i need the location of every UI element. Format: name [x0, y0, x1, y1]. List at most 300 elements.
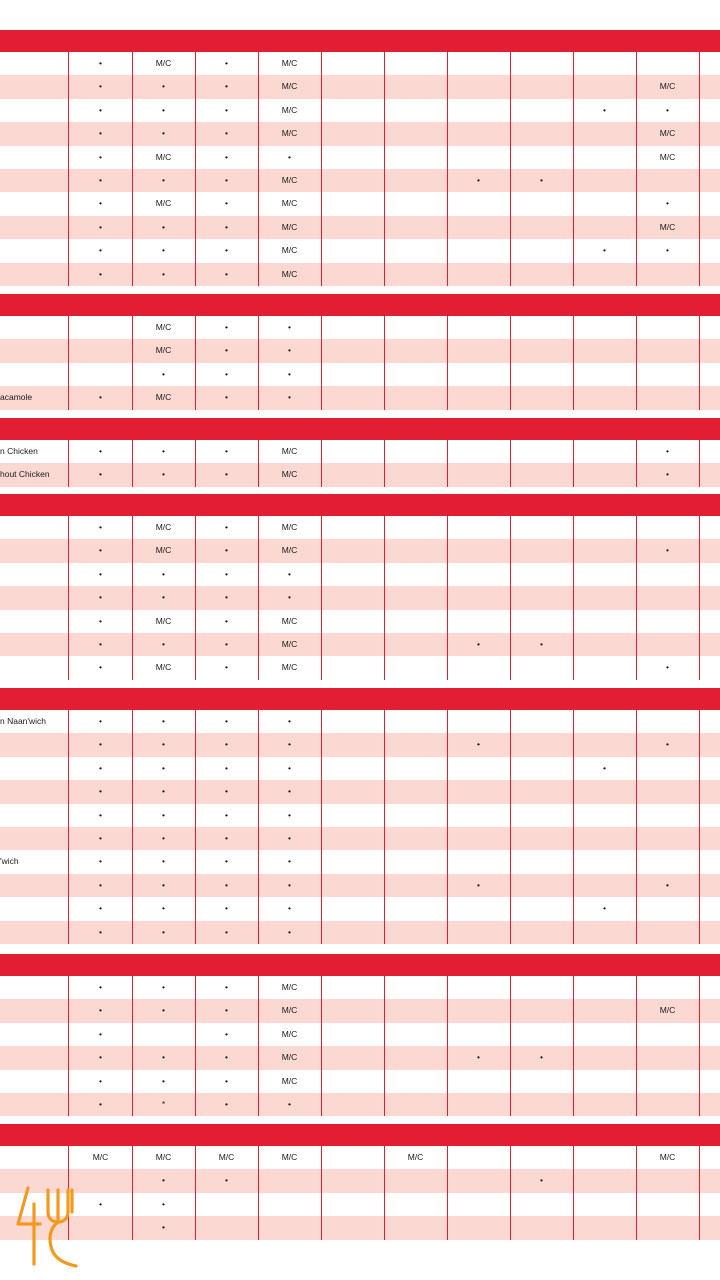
allergen-cell: •: [225, 368, 228, 379]
allergen-cell: [573, 386, 636, 409]
allergen-cell: [510, 1093, 573, 1116]
column-divider: [447, 316, 448, 410]
table-row: [0, 563, 720, 586]
allergen-cell: •: [225, 786, 228, 797]
allergen-cell: [510, 733, 573, 756]
allergen-cell: [681, 316, 720, 339]
allergen-cell: •: [225, 81, 228, 92]
allergen-cell: [384, 440, 447, 463]
allergen-cell: M/C: [155, 198, 172, 209]
allergen-cell: M/C: [281, 639, 298, 649]
allergen-cell: [321, 122, 384, 145]
allergen-cell: [384, 733, 447, 756]
allergen-cell: [573, 1046, 636, 1069]
allergen-cell: [132, 1023, 195, 1046]
allergen-cell: •: [225, 522, 228, 532]
item-name: [0, 99, 68, 122]
allergen-cell: •: [99, 1198, 102, 1209]
item-name: [0, 239, 68, 262]
allergen-cell: [447, 263, 510, 286]
allergen-cell: [321, 1169, 384, 1192]
allergen-cell: [321, 75, 384, 98]
allergen-cell: [321, 733, 384, 756]
allergen-cell: [384, 169, 447, 192]
allergen-cell: [681, 656, 720, 679]
allergen-cell: •: [162, 879, 165, 890]
allergen-cell: •: [225, 903, 228, 914]
table-row: [0, 75, 720, 98]
allergen-cell: •: [666, 879, 669, 890]
allergen-cell: •: [603, 762, 606, 773]
allergen-cell: [321, 263, 384, 286]
allergen-cell: M/C: [281, 446, 298, 456]
allergen-cell: [510, 976, 573, 999]
allergen-cell: [573, 463, 636, 486]
allergen-cell: [573, 1216, 636, 1239]
allergen-cell: •: [225, 1075, 228, 1086]
table-row: [0, 1146, 720, 1169]
allergen-cell: [321, 146, 384, 169]
allergen-cell: •: [225, 58, 228, 68]
allergen-cell: [681, 733, 720, 756]
allergen-cell: •: [162, 104, 165, 115]
allergen-cell: [681, 1216, 720, 1239]
allergen-cell: [384, 146, 447, 169]
table-row: [0, 122, 720, 145]
table-row: [0, 440, 720, 463]
allergen-cell: •: [225, 1099, 228, 1109]
allergen-cell: [447, 897, 510, 920]
allergen-cell: [384, 539, 447, 562]
column-divider: [447, 1146, 448, 1240]
allergen-cell: •: [225, 716, 228, 726]
allergen-cell: [681, 146, 720, 169]
allergen-cell: [510, 804, 573, 827]
column-divider: [195, 52, 196, 286]
column-divider: [68, 710, 69, 944]
allergen-cell: M/C: [92, 1152, 109, 1162]
allergen-cell: M/C: [155, 522, 172, 532]
allergen-cell: [69, 363, 132, 386]
allergen-cell: M/C: [281, 268, 298, 279]
allergen-cell: M/C: [281, 522, 298, 532]
table-row: [0, 192, 720, 215]
allergen-cell: [384, 1093, 447, 1116]
allergen-cell: [510, 386, 573, 409]
allergen-cell: •: [99, 926, 102, 937]
allergen-cell: [681, 757, 720, 780]
table-row: [0, 999, 720, 1022]
allergen-cell: [573, 1193, 636, 1216]
allergen-cell: •: [225, 175, 228, 185]
allergen-cell: [384, 897, 447, 920]
allergen-cell: [447, 146, 510, 169]
allergen-cell: •: [99, 1028, 102, 1039]
allergen-cell: [321, 804, 384, 827]
allergen-cell: •: [225, 1175, 228, 1186]
allergen-cell: [681, 780, 720, 803]
allergen-cell: •: [666, 545, 669, 556]
allergen-cell: [573, 52, 636, 75]
allergen-cell: •: [99, 221, 102, 232]
allergen-cell: [384, 656, 447, 679]
column-divider: [699, 52, 700, 286]
table-row: [0, 169, 720, 192]
allergen-cell: •: [288, 856, 291, 867]
allergen-cell: •: [162, 568, 165, 579]
allergen-cell: •: [99, 662, 102, 673]
allergen-cell: [384, 516, 447, 539]
table-row: [0, 539, 720, 562]
allergen-cell: [573, 710, 636, 733]
allergen-cell: •: [99, 592, 102, 603]
column-divider: [384, 976, 385, 1116]
item-name: [0, 339, 68, 362]
allergen-cell: M/C: [155, 345, 172, 356]
allergen-cell: [573, 146, 636, 169]
allergen-cell: [321, 169, 384, 192]
allergen-cell: [321, 1216, 384, 1239]
item-name: [0, 169, 68, 192]
allergen-cell: [447, 192, 510, 215]
allergen-cell: [681, 122, 720, 145]
allergen-cell: •: [477, 175, 480, 185]
allergen-cell: [321, 239, 384, 262]
allergen-cell: [510, 52, 573, 75]
allergen-cell: M/C: [281, 545, 298, 556]
allergen-cell: [447, 239, 510, 262]
allergen-cell: •: [288, 879, 291, 890]
allergen-cell: [321, 463, 384, 486]
allergen-cell: [681, 827, 720, 850]
allergen-cell: [510, 1023, 573, 1046]
item-name: [0, 976, 68, 999]
allergen-cell: [384, 386, 447, 409]
item-name: [0, 539, 68, 562]
allergen-cell: [321, 539, 384, 562]
column-divider: [636, 516, 637, 680]
allergen-cell: •: [225, 245, 228, 256]
allergen-cell: [573, 586, 636, 609]
allergen-cell: •: [603, 245, 606, 256]
column-divider: [699, 440, 700, 487]
allergen-cell: M/C: [281, 1005, 298, 1016]
allergen-cell: •: [162, 786, 165, 797]
table-row: [0, 516, 720, 539]
allergen-cell: •: [225, 879, 228, 890]
column-divider: [447, 52, 448, 286]
allergen-cell: [447, 850, 510, 873]
column-divider: [321, 440, 322, 487]
allergen-cell: [384, 99, 447, 122]
allergen-cell: •: [225, 198, 228, 209]
allergen-cell: [510, 316, 573, 339]
table-row: [0, 99, 720, 122]
column-divider: [699, 316, 700, 410]
allergen-cell: [573, 1093, 636, 1116]
allergen-cell: [321, 999, 384, 1022]
table-row: [0, 363, 720, 386]
allergen-cell: •: [162, 982, 165, 992]
allergen-cell: •: [162, 809, 165, 820]
allergen-cell: •: [225, 762, 228, 773]
allergen-cell: •: [666, 469, 669, 480]
allergen-cell: [573, 850, 636, 873]
column-divider: [195, 710, 196, 944]
allergen-cell: •: [99, 104, 102, 115]
allergen-cell: [447, 122, 510, 145]
table-row: [0, 216, 720, 239]
allergen-cell: •: [225, 739, 228, 750]
column-divider: [510, 710, 511, 944]
allergen-cell: [447, 75, 510, 98]
allergen-cell: [321, 710, 384, 733]
allergen-cell: [681, 169, 720, 192]
table-row: [0, 710, 720, 733]
allergen-cell: [510, 463, 573, 486]
allergen-cell: M/C: [281, 198, 298, 209]
table-row: [0, 976, 720, 999]
allergen-cell: •: [99, 786, 102, 797]
allergen-cell: [681, 75, 720, 98]
allergen-cell: [447, 1193, 510, 1216]
allergen-cell: •: [162, 1052, 165, 1063]
allergen-cell: [510, 516, 573, 539]
allergen-cell: [384, 1070, 447, 1093]
allergen-cell: •: [666, 446, 669, 456]
allergen-cell: •: [162, 1222, 165, 1233]
table-row: [0, 897, 720, 920]
column-divider: [636, 976, 637, 1116]
allergen-cell: [573, 75, 636, 98]
allergen-cell: [384, 75, 447, 98]
column-divider: [132, 516, 133, 680]
allergen-cell: •: [225, 1052, 228, 1063]
table-row: [0, 1193, 720, 1216]
allergen-cell: [681, 586, 720, 609]
allergen-cell: [321, 192, 384, 215]
allergen-cell: [384, 1216, 447, 1239]
allergen-cell: •: [666, 662, 669, 673]
allergen-cell: •: [225, 809, 228, 820]
table-row: [0, 586, 720, 609]
allergen-cell: [447, 1023, 510, 1046]
allergen-cell: •: [162, 128, 165, 139]
allergen-cell: [384, 563, 447, 586]
allergen-cell: •: [288, 903, 291, 914]
allergen-cell: [447, 921, 510, 944]
allergen-cell: [447, 386, 510, 409]
allergen-cell: •: [162, 903, 165, 914]
item-name: [0, 733, 68, 756]
column-divider: [447, 976, 448, 1116]
allergen-cell: [510, 656, 573, 679]
table-row: [0, 874, 720, 897]
allergen-cell: [573, 216, 636, 239]
allergen-cell: [321, 216, 384, 239]
table-row: [0, 610, 720, 633]
allergen-cell: •: [99, 469, 102, 480]
allergen-cell: [510, 827, 573, 850]
item-name: [0, 516, 68, 539]
allergen-cell: [510, 263, 573, 286]
allergen-cell: •: [225, 545, 228, 556]
allergen-cell: [681, 1146, 720, 1169]
allergen-cell: [321, 1193, 384, 1216]
allergen-cell: [447, 339, 510, 362]
allergen-cell: •: [99, 833, 102, 843]
item-name: [0, 146, 68, 169]
allergen-cell: [681, 999, 720, 1022]
allergen-cell: •: [540, 1052, 543, 1063]
allergen-cell: [573, 1023, 636, 1046]
allergen-cell: [510, 757, 573, 780]
section-header: [0, 494, 720, 516]
allergen-cell: [681, 440, 720, 463]
allergen-cell: [573, 339, 636, 362]
column-divider: [510, 440, 511, 487]
allergen-cell: [384, 1169, 447, 1192]
allergen-cell: M/C: [281, 128, 298, 139]
allergen-cell: •: [99, 762, 102, 773]
allergen-cell: [321, 1046, 384, 1069]
allergen-cell: M/C: [218, 1152, 235, 1162]
allergen-cell: [321, 1146, 384, 1169]
allergen-cell: •: [477, 639, 480, 649]
allergen-cell: M/C: [659, 1005, 676, 1016]
allergen-cell: [573, 363, 636, 386]
allergen-cell: [447, 1216, 510, 1239]
allergen-cell: [681, 874, 720, 897]
allergen-cell: [69, 339, 132, 362]
column-divider: [132, 316, 133, 410]
item-name: [0, 1070, 68, 1093]
column-divider: [384, 316, 385, 410]
restaurant-logo-icon: [14, 1184, 92, 1270]
allergen-cell: [573, 1146, 636, 1169]
allergen-cell: •: [162, 716, 165, 726]
column-divider: [636, 440, 637, 487]
allergen-cell: [447, 99, 510, 122]
allergen-cell: [321, 563, 384, 586]
table-row: [0, 1216, 720, 1239]
column-divider: [447, 710, 448, 944]
allergen-cell: •: [162, 446, 165, 456]
allergen-cell: [510, 75, 573, 98]
allergen-cell: [510, 1146, 573, 1169]
column-divider: [258, 976, 259, 1116]
item-name: [0, 780, 68, 803]
table-row: [0, 1023, 720, 1046]
allergen-cell: [384, 463, 447, 486]
column-divider: [195, 1146, 196, 1240]
allergen-cell: [681, 192, 720, 215]
allergen-cell: •: [477, 879, 480, 890]
item-name: [0, 192, 68, 215]
allergen-cell: •: [225, 221, 228, 232]
allergen-cell: [447, 1146, 510, 1169]
allergen-cell: •: [99, 615, 102, 626]
allergen-cell: [510, 999, 573, 1022]
column-divider: [384, 516, 385, 680]
column-divider: [636, 710, 637, 944]
item-name: [0, 216, 68, 239]
allergen-cell: [681, 516, 720, 539]
column-divider: [573, 440, 574, 487]
table-row: [0, 239, 720, 262]
allergen-cell: [510, 122, 573, 145]
allergen-cell: •: [288, 786, 291, 797]
allergen-cell: M/C: [155, 322, 172, 332]
allergen-cell: [573, 827, 636, 850]
column-divider: [699, 976, 700, 1116]
allergen-cell: [510, 99, 573, 122]
allergen-cell: •: [99, 58, 102, 68]
table-row: [0, 850, 720, 873]
allergen-cell: •: [288, 739, 291, 750]
allergen-cell: [510, 192, 573, 215]
allergen-cell: [384, 1023, 447, 1046]
allergen-cell: •: [225, 1028, 228, 1039]
allergen-cell: •: [666, 739, 669, 750]
allergen-cell: •: [477, 739, 480, 750]
column-divider: [68, 316, 69, 410]
allergen-cell: •: [288, 809, 291, 820]
item-name: [0, 633, 68, 656]
allergen-cell: [681, 921, 720, 944]
allergen-cell: [321, 363, 384, 386]
allergen-cell: •: [162, 926, 165, 937]
allergen-cell: [510, 563, 573, 586]
allergen-cell: [384, 52, 447, 75]
item-name: 'wich: [0, 856, 19, 867]
column-divider: [510, 316, 511, 410]
allergen-cell: [681, 1046, 720, 1069]
allergen-cell: [321, 656, 384, 679]
allergen-cell: •: [99, 982, 102, 992]
allergen-cell: [321, 516, 384, 539]
allergen-cell: [321, 1070, 384, 1093]
allergen-cell: M/C: [155, 58, 172, 68]
allergen-cell: [681, 710, 720, 733]
column-divider: [195, 516, 196, 680]
allergen-cell: [384, 804, 447, 827]
table-row: [0, 263, 720, 286]
allergen-cell: M/C: [281, 104, 298, 115]
allergen-cell: [447, 976, 510, 999]
allergen-cell: M/C: [155, 1152, 172, 1162]
allergen-cell: •: [162, 175, 165, 185]
allergen-cell: M/C: [407, 1152, 424, 1162]
allergen-cell: [384, 316, 447, 339]
allergen-cell: •: [162, 856, 165, 867]
allergen-cell: [510, 539, 573, 562]
allergen-cell: [447, 710, 510, 733]
allergen-cell: [447, 1093, 510, 1116]
allergen-cell: •: [99, 1099, 102, 1109]
allergen-cell: M/C: [281, 245, 298, 256]
allergen-cell: •: [225, 926, 228, 937]
allergen-cell: [510, 780, 573, 803]
allergen-cell: [510, 1193, 573, 1216]
item-name: acamole: [0, 392, 33, 403]
allergen-cell: •: [666, 245, 669, 256]
column-divider: [636, 1146, 637, 1240]
section-header: [0, 1124, 720, 1146]
allergen-cell: [384, 1046, 447, 1069]
allergen-cell: [384, 1193, 447, 1216]
allergen-cell: •: [162, 833, 165, 843]
